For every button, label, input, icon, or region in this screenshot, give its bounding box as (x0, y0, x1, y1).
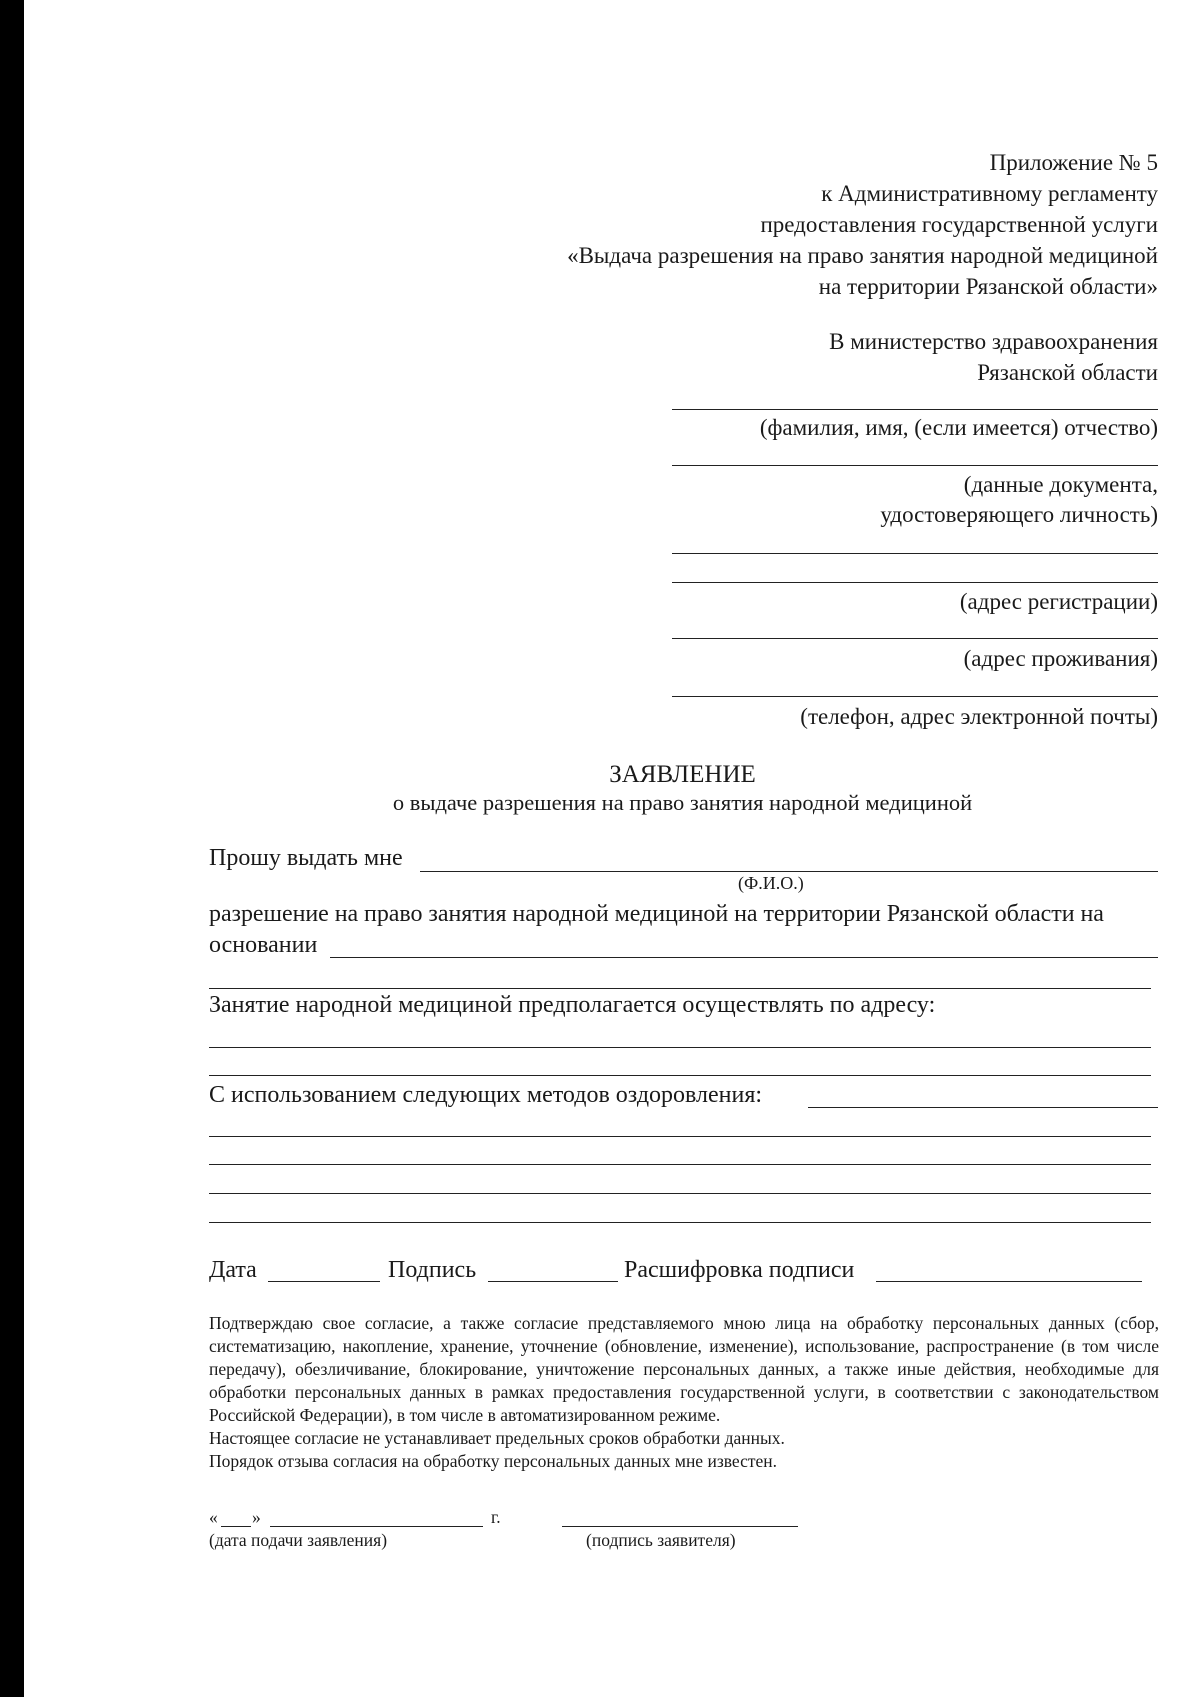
fio-field[interactable] (672, 409, 1158, 410)
recipient-line-2: Рязанской области (977, 360, 1158, 385)
consent-date-caption: (дата подачи заявления) (209, 1530, 388, 1550)
header-line-1: Приложение № 5 (989, 150, 1158, 175)
document-field[interactable] (672, 465, 1158, 466)
contact-caption: (телефон, адрес электронной почты) (800, 704, 1158, 729)
date-field[interactable] (268, 1281, 380, 1282)
contact-field[interactable] (672, 696, 1158, 697)
signature-label: Подпись (388, 1257, 477, 1283)
basis-label: основании (209, 932, 318, 958)
request-fio-field[interactable] (420, 871, 1158, 872)
header-line-3: предоставления государственной услуги (760, 212, 1158, 237)
basis-field-line-1[interactable] (330, 957, 1158, 958)
request-label: Прошу выдать мне (209, 845, 403, 871)
consent-signature-caption: (подпись заявителя) (586, 1530, 736, 1550)
consent-line-2: Настоящее согласие не устанавливает предельных сроков обработки данных. (209, 1428, 785, 1448)
consent-block (209, 1312, 1159, 1473)
methods-label: С использованием следующих методов оздоровления: (209, 1082, 763, 1108)
header-line-4: «Выдача разрешения на право занятия народной медициной (567, 243, 1158, 268)
registration-field-line-1[interactable] (672, 553, 1158, 554)
consent-day-field[interactable] (221, 1526, 251, 1527)
signature-field[interactable] (488, 1281, 618, 1282)
basis-field-line-2[interactable] (209, 988, 1151, 989)
document-caption-1: (данные документа, (963, 472, 1158, 497)
methods-field-line-2[interactable] (209, 1136, 1151, 1137)
registration-field-line-2[interactable] (672, 582, 1158, 583)
residence-field[interactable] (672, 638, 1158, 639)
fio-hint: (Ф.И.О.) (738, 873, 804, 893)
registration-caption: (адрес регистрации) (959, 589, 1158, 614)
date-label: Дата (209, 1257, 257, 1283)
methods-field-line-4[interactable] (209, 1193, 1151, 1194)
residence-caption: (адрес проживания) (963, 646, 1158, 671)
decoding-label: Расшифровка подписи (624, 1257, 855, 1283)
address-label: Занятие народной медициной предполагается осуществлять по адресу: (209, 992, 936, 1018)
document-caption-2: удостоверяющего личность) (880, 502, 1158, 527)
consent-signature-field[interactable] (562, 1526, 798, 1527)
consent-month-field[interactable] (270, 1526, 483, 1527)
decoding-field[interactable] (876, 1281, 1142, 1282)
consent-line-3: Порядок отзыва согласия на обработку персональных данных мне известен. (209, 1451, 778, 1471)
consent-paragraph: Подтверждаю свое согласие, а также согласие представляемого мною лица на обработку персональных данных (сбор, систематизацию, накопление, хранение, уточнение (обновление, изменение), использование, распространение (в том числе передачу), обезличивание, блокирование, уничтожение персональных данных, а также иные действия, необходимые для обработки персональных данных в рамках предоставления государственной услуги, в соответствии с законодательством Российской Федерации), в том числе в автоматизированном режиме. (209, 1313, 1159, 1425)
methods-field-line-5[interactable] (209, 1222, 1151, 1223)
address-field-line-2[interactable] (209, 1075, 1151, 1076)
scan-edge (0, 0, 24, 1697)
header-line-5: на территории Рязанской области» (818, 274, 1158, 299)
header-line-2: к Административному регламенту (821, 181, 1158, 206)
permit-text: разрешение на право занятия народной медициной на территории Рязанской области на (209, 901, 1104, 927)
fio-caption: (фамилия, имя, (если имеется) отчество) (759, 415, 1158, 440)
year-suffix: г. (491, 1507, 501, 1527)
document-subtitle: о выдаче разрешения на право занятия народной медициной (392, 790, 973, 815)
methods-field-line-1[interactable] (808, 1107, 1158, 1108)
quote-open: « (209, 1507, 218, 1527)
document-title: ЗАЯВЛЕНИЕ (609, 761, 756, 788)
recipient-line-1: В министерство здравоохранения (829, 329, 1158, 354)
methods-field-line-3[interactable] (209, 1164, 1151, 1165)
address-field-line-1[interactable] (209, 1047, 1151, 1048)
quote-close: » (252, 1507, 261, 1527)
